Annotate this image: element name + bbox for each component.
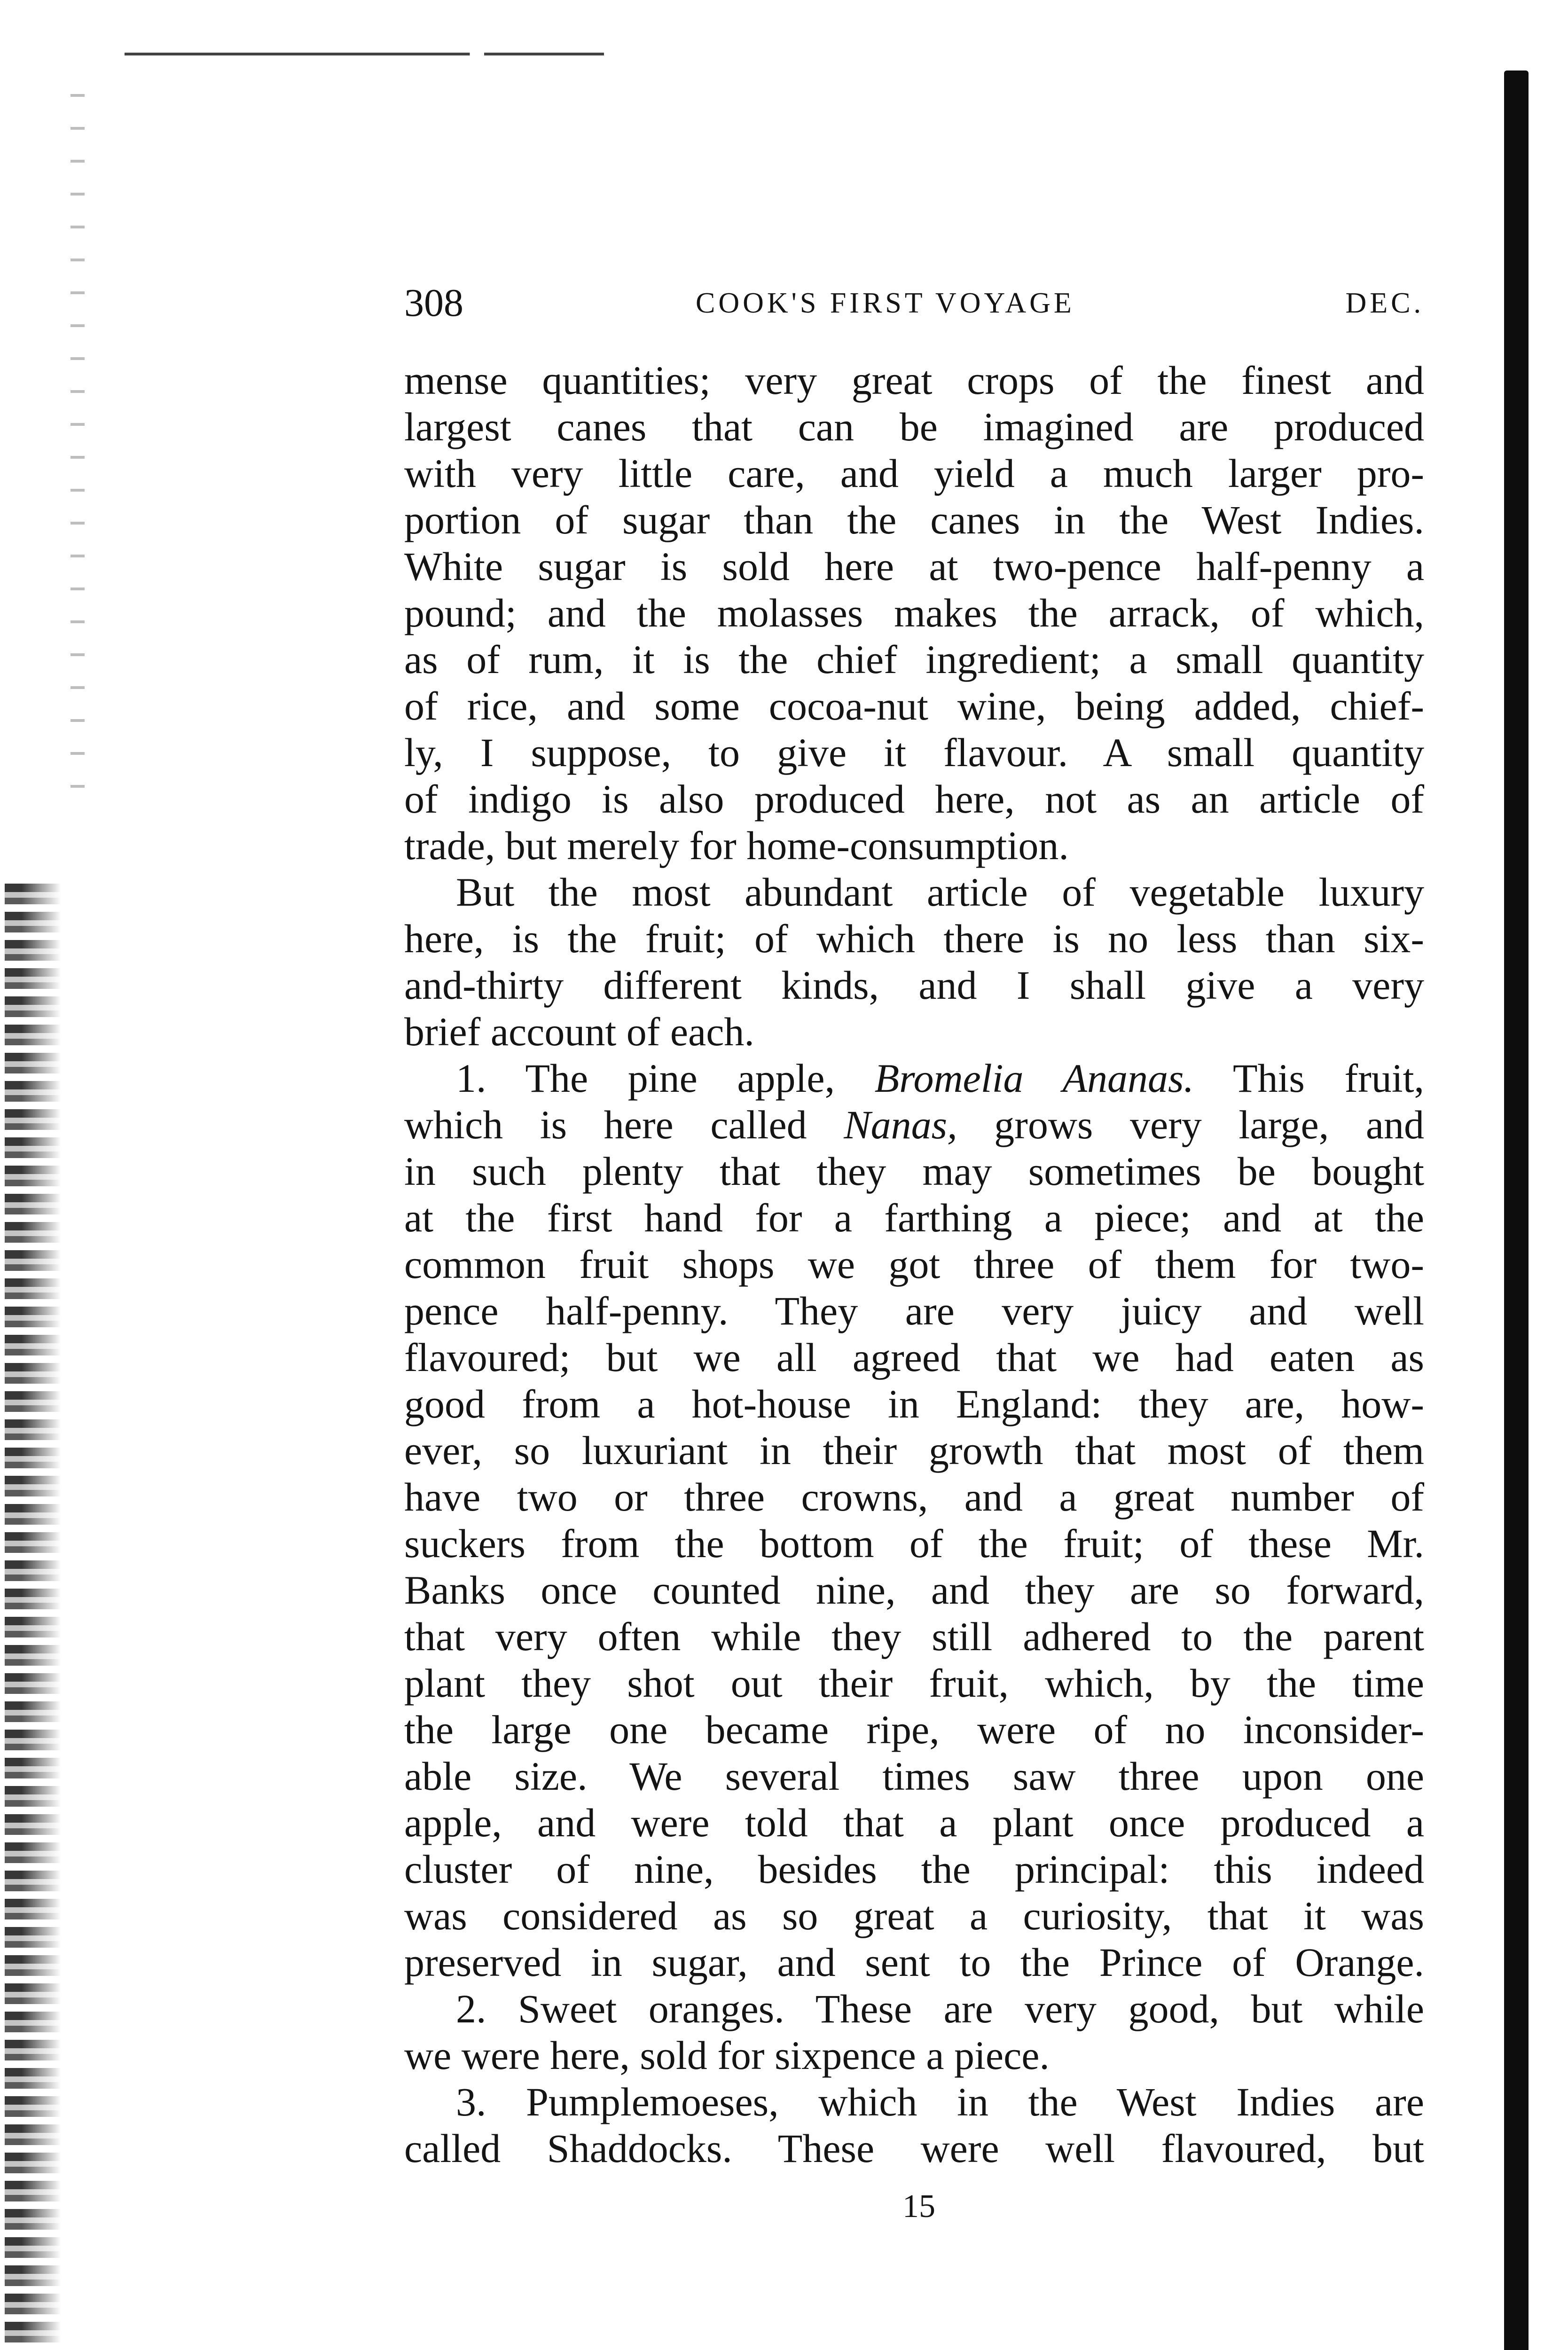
text-line: White sugar is sold here at two-pence half-penny a xyxy=(404,544,1424,589)
text-line: But the most abundant article of vegetable luxury xyxy=(456,870,1424,915)
text-line: of indigo is also produced here, not as an article of xyxy=(404,776,1424,822)
text-line: as of rum, it is the chief ingredient; a small quantity xyxy=(404,637,1424,682)
text-line: mense quantities; very great crops of the finest and xyxy=(404,358,1424,403)
text-line: cluster of nine, besides the principal: this indeed xyxy=(404,1847,1424,1892)
text-line: at the first hand for a farthing a piece; and at the xyxy=(404,1195,1424,1240)
signature-mark: 15 xyxy=(902,2188,935,2225)
text-line: have two or three crowns, and a great number of xyxy=(404,1474,1424,1520)
text-line: that very often while they still adhered to the parent xyxy=(404,1614,1424,1659)
text-line: ever, so luxuriant in their growth that most of them xyxy=(404,1428,1424,1473)
text-line-tail: grows very large, and xyxy=(957,1102,1425,1147)
text-line: ly, I suppose, to give it flavour. A small quantity xyxy=(404,730,1424,775)
text-line-tail: This fruit, xyxy=(1194,1056,1425,1101)
text-line-lead: which is here called xyxy=(404,1102,844,1147)
text-line: called Shaddocks. These were well flavoured, but xyxy=(404,2126,1424,2171)
text-line: pence half-penny. They are very juicy and well xyxy=(404,1288,1424,1333)
text-line: here, is the fruit; of which there is no less than six- xyxy=(404,916,1424,961)
text-line: and-thirty different kinds, and I shall give a very xyxy=(404,963,1424,1008)
scan-left-edge-shadow xyxy=(5,884,61,2350)
text-line: apple, and were told that a plant once produced a xyxy=(404,1800,1424,1845)
text-line: trade, but merely for home-consumption. xyxy=(404,823,1069,868)
scan-margin-specks xyxy=(71,94,85,799)
running-title: COOK'S FIRST VOYAGE xyxy=(696,287,1075,319)
text-line: with very little care, and yield a much larger pro- xyxy=(404,451,1424,496)
body-text xyxy=(404,357,1424,2172)
text-line: preserved in sugar, and sent to the Prince of Orange. xyxy=(404,1940,1424,1985)
text-line: portion of sugar than the canes in the West Indies. xyxy=(404,497,1424,542)
text-line: able size. We several times saw three upon one xyxy=(404,1754,1424,1799)
text-line: Banks once counted nine, and they are so forward, xyxy=(404,1567,1424,1613)
text-line: largest canes that can be imagined are produced xyxy=(404,404,1424,449)
page-number: 308 xyxy=(404,281,463,325)
scan-edge-rule xyxy=(125,53,604,55)
text-line-lead: 1. The pine apple, xyxy=(456,1056,875,1101)
botanical-name: Bromelia Ananas. xyxy=(874,1056,1194,1101)
text-line: flavoured; but we all agreed that we had eaten as xyxy=(404,1335,1424,1380)
text-line: the large one became ripe, were of no inconsider- xyxy=(404,1707,1424,1752)
text-line: was considered as so great a curiosity, that it was xyxy=(404,1893,1424,1938)
text-line-with-italic xyxy=(404,1102,1424,1148)
text-line: 3. Pumplemoeses, which in the West Indies are xyxy=(456,2079,1424,2124)
text-line: pound; and the molasses makes the arrack, of which, xyxy=(404,590,1424,635)
text-line: plant they shot out their fruit, which, by the time xyxy=(404,1661,1424,1706)
text-line: suckers from the bottom of the fruit; of these Mr. xyxy=(404,1521,1424,1566)
local-name: Nanas, xyxy=(844,1102,957,1147)
text-line: we were here, sold for sixpence a piece. xyxy=(404,2033,1050,2078)
scan-right-edge-bar xyxy=(1504,70,1529,2350)
text-line: brief account of each. xyxy=(404,1009,754,1054)
text-line: of rice, and some cocoa-nut wine, being added, chief- xyxy=(404,683,1424,728)
text-line-with-italic xyxy=(404,1055,1424,1102)
text-line: 2. Sweet oranges. These are very good, but while xyxy=(456,1986,1424,2031)
text-line: common fruit shops we got three of them for two- xyxy=(404,1242,1424,1287)
running-header xyxy=(404,277,1424,329)
text-line: good from a hot-house in England: they are, how- xyxy=(404,1381,1424,1426)
text-line: in such plenty that they may sometimes be bought xyxy=(404,1149,1424,1194)
running-date: DEC. xyxy=(1345,287,1424,319)
